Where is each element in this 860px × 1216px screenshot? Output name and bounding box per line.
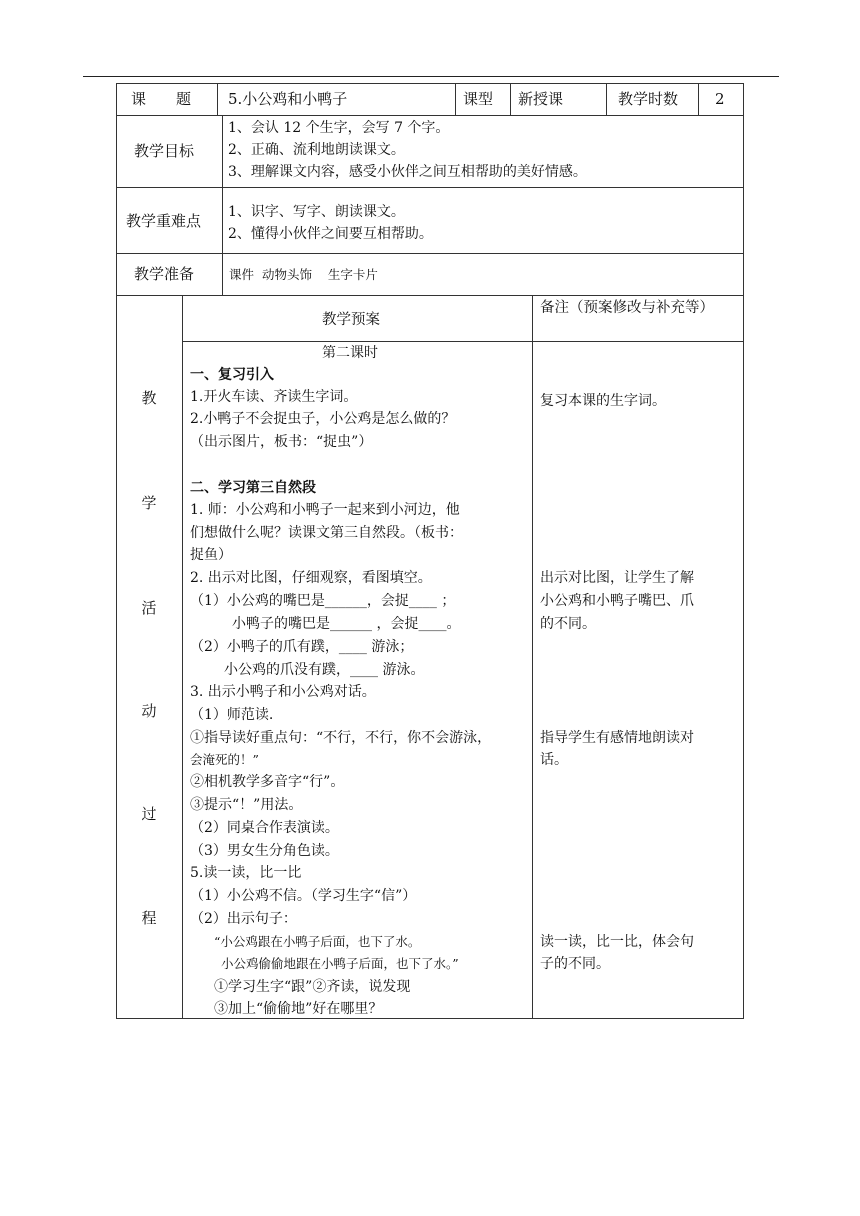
goal-item: 1、会认 12 个生字，会写 7 个字。 [228, 120, 450, 136]
plan-line: 小鸭子的嘴巴是______ ，会捉____。 [232, 616, 461, 632]
plan-line: 捉鱼） [190, 547, 232, 563]
plan-section-heading: 一、复习引入 [190, 367, 274, 383]
plan-section-heading: 二、学习第三自然段 [190, 480, 316, 496]
note-line: 出示对比图，让学生了解 [540, 570, 694, 586]
activity-side-char: 程 [141, 909, 157, 927]
note-line: 话。 [540, 752, 568, 768]
row-divider [116, 115, 744, 116]
activity-side-char: 动 [141, 702, 157, 720]
topic-label: 课 题 [131, 90, 192, 108]
col-divider [510, 83, 511, 115]
col-divider [606, 83, 607, 115]
row-divider [116, 253, 744, 254]
note-line: 子的不同。 [540, 956, 610, 972]
plan-line: （3）男女生分角色读。 [190, 843, 339, 859]
plan-line: ③提示“！”用法。 [190, 797, 303, 813]
plan-line: 第二课时 [322, 345, 378, 361]
key-point-item: 1、识字、写字、朗读课文。 [228, 204, 405, 220]
plan-line: （2）出示句子： [190, 911, 297, 927]
note-line: 小公鸡和小鸭子嘴巴、爪 [540, 593, 694, 609]
plan-line: ②相机教学多音字“行”。 [190, 774, 345, 790]
key-points-label: 教学重难点 [126, 212, 202, 230]
hours-value: 2 [715, 90, 725, 108]
plan-line: 3. 出示小鸭子和小公鸡对话。 [190, 684, 376, 700]
col-divider [182, 295, 183, 1019]
goal-item: 2、正确、流利地朗读课文。 [228, 142, 405, 158]
type-value: 新授课 [518, 90, 564, 108]
plan-line: 小公鸡的爪没有蹼，____ 游泳。 [224, 662, 425, 678]
activity-side-char: 过 [141, 805, 157, 823]
goals-label: 教学目标 [134, 142, 195, 160]
activity-side-char: 教 [141, 389, 157, 407]
activity-side-char: 学 [141, 494, 157, 512]
plan-header: 教学预案 [322, 312, 380, 328]
col-divider [698, 83, 699, 115]
plan-line: ①学习生字“跟”②齐读，说发现 [214, 979, 411, 995]
note-line: 的不同。 [540, 616, 596, 632]
plan-line: 们想做什么呢？读课文第三自然段。（板书： [190, 525, 463, 541]
col-divider [532, 295, 533, 1019]
col-divider [217, 83, 218, 115]
page-header-rule [83, 76, 779, 77]
plan-line: （1）师范读. [190, 707, 274, 723]
plan-line: 1.开火车读、齐读生字词。 [190, 389, 358, 405]
note-line: 指导学生有感情地朗读对 [540, 730, 694, 746]
hours-label: 教学时数 [618, 90, 679, 108]
plan-line: （2）同桌合作表演读。 [190, 820, 339, 836]
col-divider [222, 115, 223, 295]
activity-side-char: 活 [141, 599, 157, 617]
plan-line: （1）小公鸡不信。（学习生字“信”） [190, 888, 417, 904]
plan-line: 会淹死的！” [190, 752, 259, 767]
plan-line: （1）小公鸡的嘴巴是______，会捉____ ； [190, 593, 456, 609]
col-divider [455, 83, 456, 115]
plan-line: “小公鸡跟在小鸭子后面，也下了水。 [214, 934, 421, 949]
topic-value: 5.小公鸡和小鸭子 [228, 90, 348, 108]
plan-line: （出示图片，板书：“捉虫”） [190, 434, 373, 450]
plan-line: 2.小鸭子不会捉虫子，小公鸡是怎么做的？ [190, 411, 456, 427]
plan-line: ①指导读好重点句：“不行，不行，你不会游泳， [190, 730, 492, 746]
note-line: 读一读，比一比，体会句 [540, 934, 694, 950]
plan-line: 5.读一读，比一比 [190, 865, 302, 881]
row-divider [116, 187, 744, 188]
prep-label: 教学准备 [134, 265, 195, 283]
plan-line: 1. 师：小公鸡和小鸭子一起来到小河边，他 [190, 502, 460, 518]
key-point-item: 2、懂得小伙伴之间要互相帮助。 [228, 226, 433, 242]
prep-value: 课件 动物头饰 生字卡片 [229, 267, 378, 282]
note-line: 复习本课的生字词。 [540, 393, 666, 409]
plan-line: ③加上“偷偷地”好在哪里？ [214, 1001, 383, 1017]
plan-line: （2）小鸭子的爪有蹼，____ 游泳； [190, 639, 414, 655]
plan-line: 2. 出示对比图，仔细观察，看图填空。 [190, 570, 432, 586]
row-divider [182, 341, 744, 342]
notes-header: 备注（预案修改与补充等） [540, 300, 714, 316]
goal-item: 3、理解课文内容，感受小伙伴之间互相帮助的美好情感。 [228, 164, 587, 180]
type-label: 课型 [463, 90, 494, 108]
plan-line: 小公鸡偷偷地跟在小鸭子后面，也下了水。” [221, 956, 459, 971]
row-divider [116, 295, 744, 296]
